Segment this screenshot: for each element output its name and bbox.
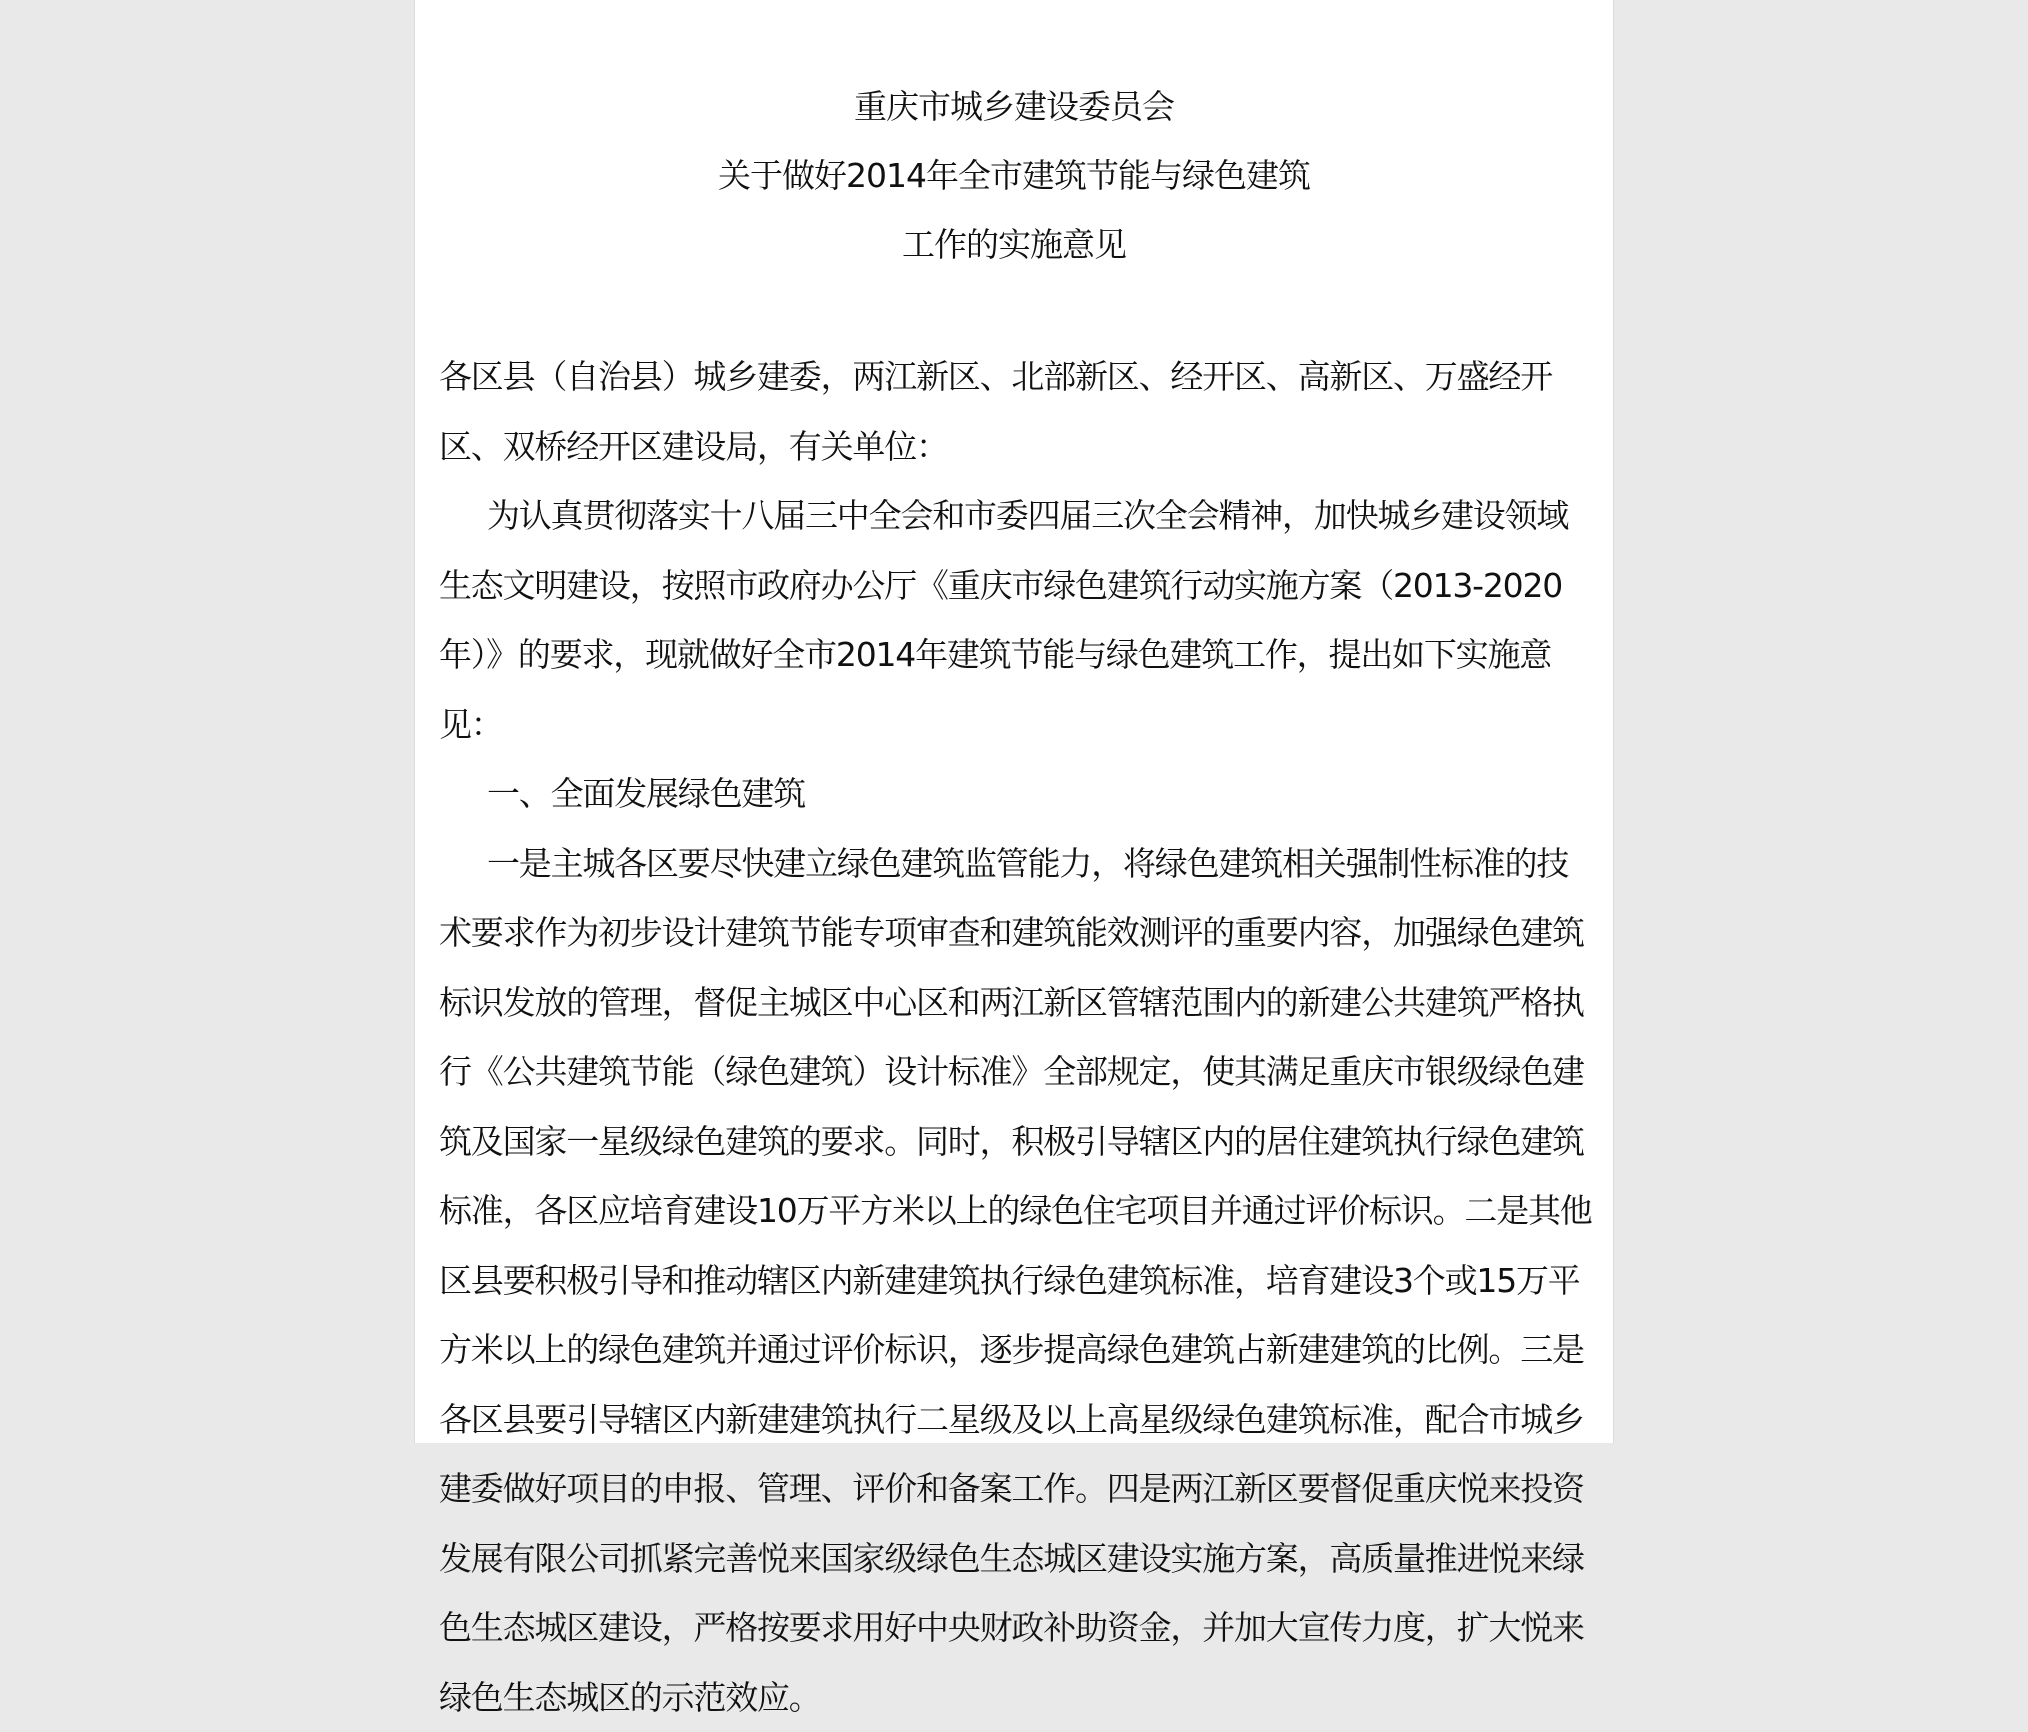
- section-heading: 一、全面发展绿色建筑: [439, 759, 1599, 829]
- document-body: [439, 342, 1599, 1732]
- title-line-issuer: 重庆市城乡建设委员会: [415, 72, 1613, 141]
- intro-paragraph: 为认真贯彻落实十八届三中全会和市委四届三次全会精神，加快城乡建设领域生态文明建设，按照市政府办公厅《重庆市绿色建筑行动实施方案（2013-2020年）》的要求，现就做好全市2014年建筑节能与绿色建筑工作，提出如下实施意见：: [439, 481, 1599, 759]
- document-title: [415, 72, 1613, 279]
- document-page: [414, 0, 1614, 1443]
- salutation-paragraph: 各区县（自治县）城乡建委，两江新区、北部新区、经开区、高新区、万盛经开区、双桥经开区建设局，有关单位：: [439, 342, 1599, 481]
- title-line-subject: 关于做好2014年全市建筑节能与绿色建筑: [415, 141, 1613, 210]
- title-line-subject-cont: 工作的实施意见: [415, 210, 1613, 279]
- section-body-paragraph: 一是主城各区要尽快建立绿色建筑监管能力，将绿色建筑相关强制性标准的技术要求作为初步设计建筑节能专项审查和建筑能效测评的重要内容，加强绿色建筑标识发放的管理，督促主城区中心区和两江新区管辖范围内的新建公共建筑严格执行《公共建筑节能（绿色建筑）设计标准》全部规定，使其满足重庆市银级绿色建筑及国家一星级绿色建筑的要求。同时，积极引导辖区内的居住建筑执行绿色建筑标准，各区应培育建设10万平方米以上的绿色住宅项目并通过评价标识。二是其他区县要积极引导和推动辖区内新建建筑执行绿色建筑标准，培育建设3个或15万平方米以上的绿色建筑并通过评价标识，逐步提高绿色建筑占新建建筑的比例。三是各区县要引导辖区内新建建筑执行二星级及以上高星级绿色建筑标准，配合市城乡建委做好项目的申报、管理、评价和备案工作。四是两江新区要督促重庆悦来投资发展有限公司抓紧完善悦来国家级绿色生态城区建设实施方案，高质量推进悦来绿色生态城区建设，严格按要求用好中央财政补助资金，并加大宣传力度，扩大悦来绿色生态城区的示范效应。: [439, 829, 1599, 1732]
